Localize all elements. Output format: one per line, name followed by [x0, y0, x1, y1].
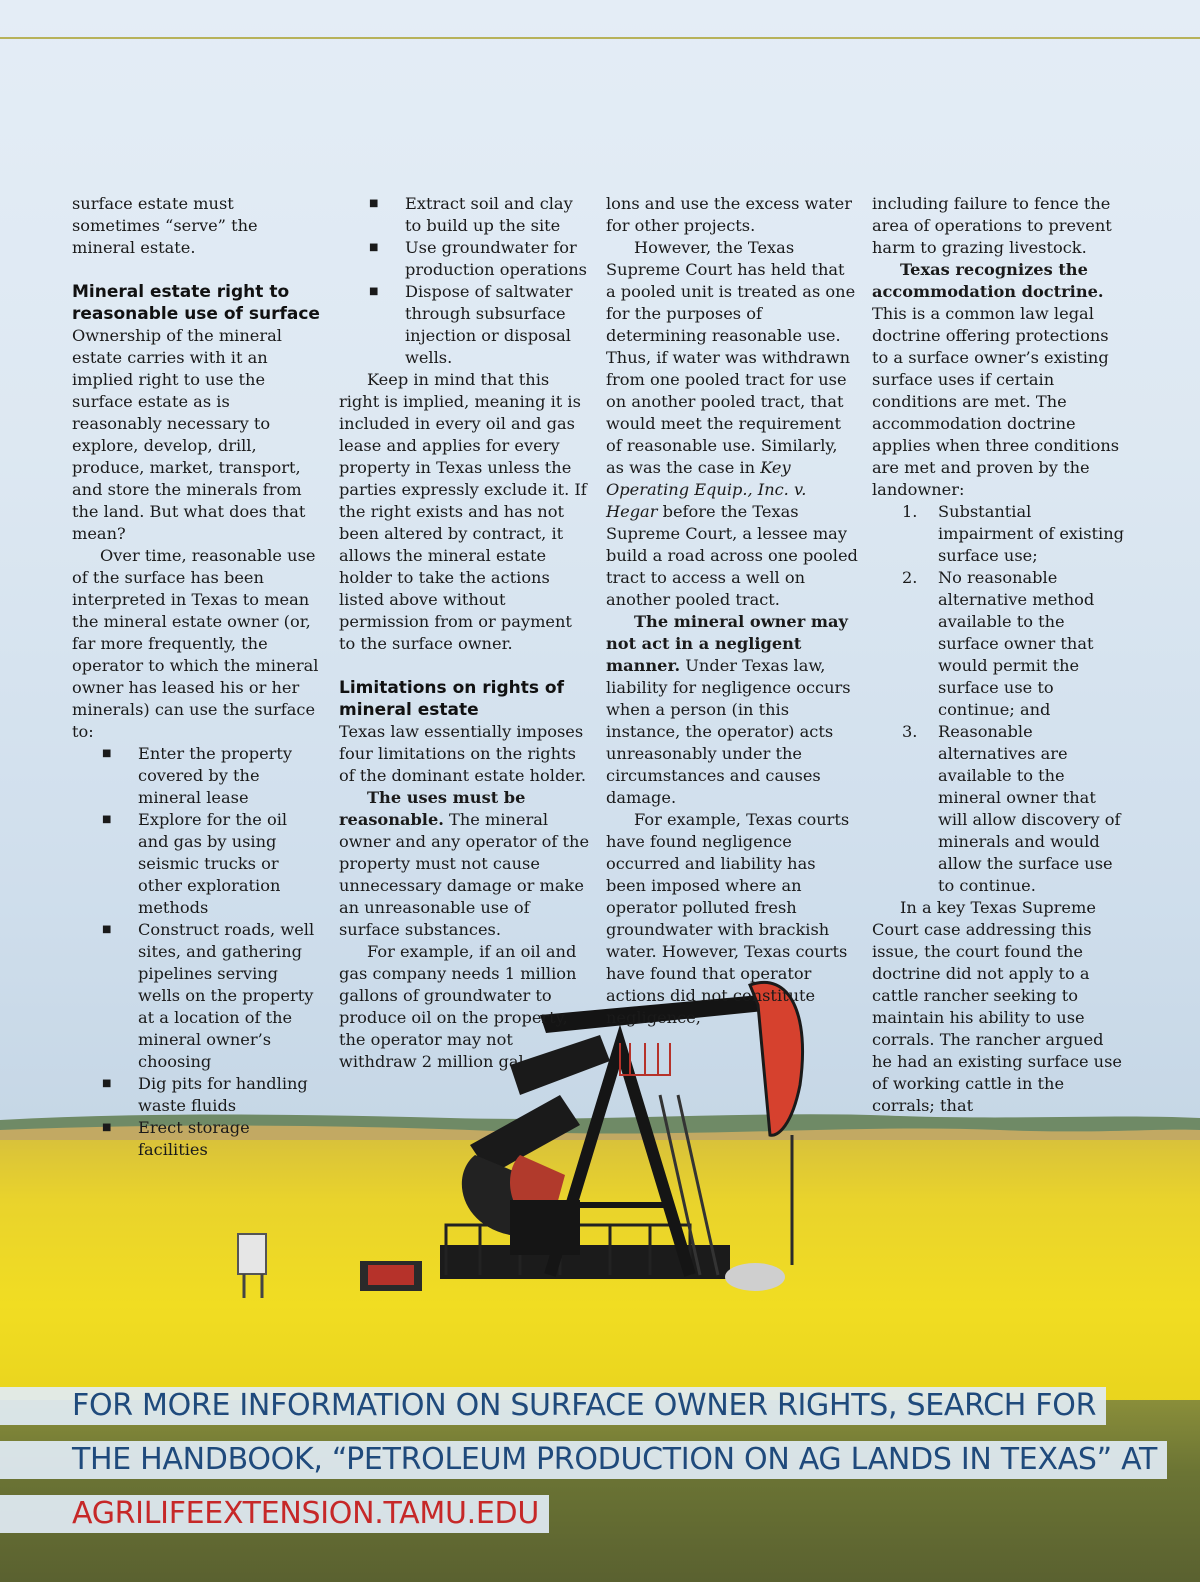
paragraph	[872, 259, 1124, 501]
text-column-2	[339, 193, 591, 1073]
cta-line-2: THE HANDBOOK, “PETROLEUM PRODUCTION ON AG LANDS IN TEXAS” AT	[0, 1441, 1167, 1479]
list-number: 1.	[902, 502, 918, 521]
section-heading: Mineral estate right to reasonable use of surface	[72, 282, 320, 324]
paragraph-text: The mineral owner and any operator of the property must not cause unnecessary damage or make an unreasonable use of surface substances.	[339, 810, 590, 939]
cta-url-link[interactable]: AGRILIFEEXTENSION.TAMU.EDU	[0, 1495, 549, 1533]
paragraph	[339, 787, 591, 941]
paragraph-text: However, the Texas Supreme Court has held that a pooled unit is treated as one for the purposes of determining reasonable use. Thus, if water was withdrawn from one pooled tract for use on another pooled tract, that would meet the requirement of reasonable use. Similarly, as was the case in	[606, 238, 856, 477]
paragraph: including failure to fence the area of operations to prevent harm to grazing livestock.	[872, 194, 1112, 257]
list-number: 2.	[902, 568, 918, 587]
bold-lead: The mineral owner may not act in a negligent manner.	[606, 612, 848, 675]
top-rule	[0, 37, 1200, 39]
paragraph-text: This is a common law legal doctrine offering protections to a surface owner’s existing surface uses if certain conditions are met. The accommodation doctrine applies when three conditions are met and proven by the landowner:	[872, 304, 1120, 499]
text-column-3	[606, 193, 858, 1029]
paragraph: Texas law essentially imposes four limitations on the rights of the dominant estate holder.	[339, 722, 586, 785]
utility-box-image	[234, 1228, 274, 1298]
paragraph	[606, 611, 858, 809]
list-text: Reasonable alternatives are available to the mineral owner that will allow discovery of minerals and would allow the surface use to continue.	[938, 722, 1121, 895]
text-column-4	[872, 193, 1124, 1117]
paragraph	[606, 237, 858, 611]
paragraph: Over time, reasonable use of the surface has been interpreted in Texas to mean the mineral estate owner (or, far more frequently, the operator to which the mineral owner has leased his or her minerals) can use the surface to:	[72, 546, 319, 741]
bold-lead: Texas recognizes the accommodation doctrine.	[872, 260, 1104, 301]
foreground-grass	[0, 1400, 1200, 1582]
list-item: ■ Explore for the oil and gas by using seismic trucks or other exploration methods	[72, 809, 322, 919]
list-item: ■ Use groundwater for production operations	[339, 237, 591, 281]
bullet-list	[339, 193, 591, 369]
list-item	[872, 501, 1124, 567]
list-item: ■ Dispose of saltwater through subsurface injection or disposal wells.	[339, 281, 591, 369]
paragraph: For example, if an oil and gas company needs 1 million gallons of groundwater to produce oil on the property, the operator may not withdraw 2 million gal-	[339, 942, 577, 1071]
list-item	[872, 567, 1124, 721]
list-item: ■ Extract soil and clay to build up the site	[339, 193, 591, 237]
list-item	[872, 721, 1124, 897]
numbered-list	[872, 501, 1124, 897]
cta-line-1: FOR MORE INFORMATION ON SURFACE OWNER RIGHTS, SEARCH FOR	[0, 1387, 1106, 1425]
list-number: 3.	[902, 722, 918, 741]
paragraph-text: Under Texas law, liability for negligence occurs when a person (in this instance, the operator) acts unreasonably under the circumstances and causes damage.	[606, 656, 851, 807]
paragraph: In a key Texas Supreme Court case addressing this issue, the court found the doctrine did not apply to a cattle rancher seeking to maintain his ability to use corrals. The rancher argued he had an existing surface use of working cattle in the corrals; that	[872, 898, 1122, 1115]
case-name: Key Operating Equip., Inc. v. Hegar	[606, 458, 807, 521]
list-item: ■ Construct roads, well sites, and gathering pipelines serving wells on the property at a location of the mineral owner’s choosing	[72, 919, 322, 1073]
section-heading: Limitations on rights of mineral estate	[339, 678, 564, 720]
list-item: ■ Enter the property covered by the mineral lease	[72, 743, 322, 809]
paragraph-text: before the Texas Supreme Court, a lessee may build a road across one pooled tract to access a well on another pooled tract.	[606, 502, 858, 609]
paragraph: For example, Texas courts have found negligence occurred and liability has been imposed where an operator polluted fresh groundwater with brackish water. However, Texas courts have found that operator actions did not constitute negligence,	[606, 810, 850, 1027]
paragraph: lons and use the excess water for other projects.	[606, 194, 852, 235]
list-text: No reasonable alternative method available to the surface owner that would permit the surface use to continue; and	[938, 568, 1095, 719]
bullet-list	[72, 743, 322, 1161]
paragraph: surface estate must sometimes “serve” the mineral estate.	[72, 194, 258, 257]
list-item: ■ Dig pits for handling waste fluids	[72, 1073, 322, 1117]
bold-lead: The uses must be reasonable.	[339, 788, 526, 829]
paragraph: Keep in mind that this right is implied, meaning it is included in every oil and gas lease and applies for every property in Texas unless the parties expressly exclude it. If the right exists and has not been altered by contract, it allows the mineral estate holder to take the actions listed above without permission from or payment to the surface owner.	[339, 370, 587, 653]
text-column-1	[72, 193, 322, 1161]
list-item: ■ Erect storage facilities	[72, 1117, 322, 1161]
list-text: Substantial impairment of existing surface use;	[938, 502, 1125, 565]
paragraph: Ownership of the mineral estate carries with it an implied right to use the surface estate as is reasonably necessary to explore, develop, drill, produce, market, transport, and store the minerals from the land. But what does that mean?	[72, 326, 306, 543]
